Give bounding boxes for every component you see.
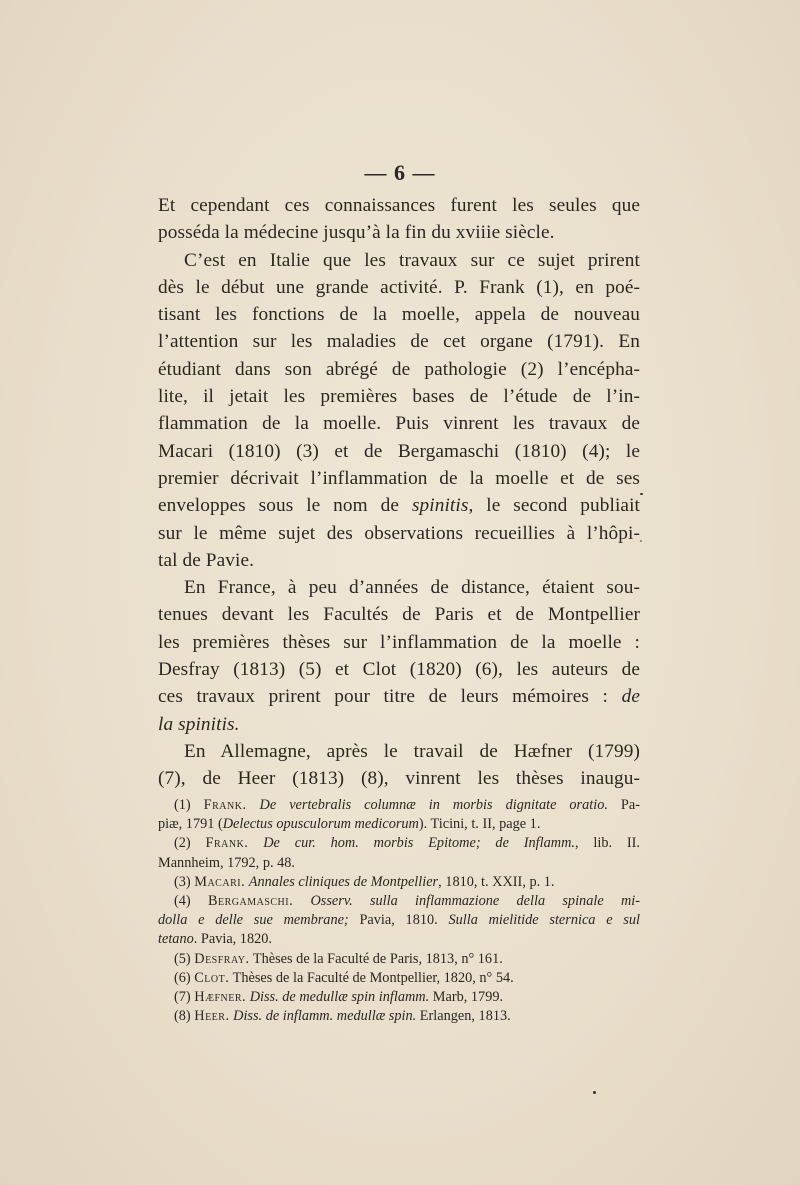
footnote-text: Marb, 1799. [429, 988, 504, 1005]
body-line [158, 274, 640, 301]
body-line [158, 383, 640, 410]
body-line [158, 301, 640, 328]
footnote-text: Desfray. [194, 950, 250, 967]
footnote-text: Hæfner. [194, 988, 247, 1005]
body-text: Macari (1810) (3) et de Bergamaschi (1810) (4); le [158, 440, 640, 462]
footnote-text: (2) [174, 835, 206, 852]
footnote-text: Frank. [203, 797, 247, 813]
body-line [158, 465, 640, 492]
footnote-text: Delectus opusculorum medicorum [222, 816, 419, 833]
body-line [158, 520, 640, 547]
footnote-text: (1) [174, 797, 204, 813]
footnote-text: (3) [174, 873, 195, 890]
body-line [158, 247, 640, 274]
footnote-text: De vertebralis columnæ in morbis dignitate oratio. [259, 797, 608, 813]
footnote-text: Frank. [205, 835, 249, 852]
body-line [158, 328, 640, 355]
footnote-text: ). Ticini, t. II, page 1. [418, 816, 541, 833]
body-line [158, 629, 640, 656]
body-text: la spinitis. [158, 713, 240, 735]
body-line [158, 601, 640, 628]
footnote-text: Thèses de la Faculté de Montpellier, 1820, n° 54. [229, 969, 514, 986]
ink-speck [593, 1091, 596, 1094]
footnote-line [158, 796, 640, 815]
body-text: flammation de la moelle. Puis vinrent les travaux de [158, 413, 640, 435]
footnote-text: Clot. [194, 969, 230, 986]
footnote-text: Bergamaschi. [207, 892, 294, 909]
body-line [158, 438, 640, 465]
footnote-line [158, 969, 640, 988]
footnote-line [158, 892, 640, 911]
footnote-line [158, 815, 640, 834]
body-text: sur le même sujet des observations recueillies à l’hôpi- [158, 522, 640, 544]
ink-speck [640, 540, 642, 542]
body-text: , le second publiait [468, 495, 640, 517]
footnote-text [248, 835, 263, 851]
body-text: ces travaux prirent pour titre de leurs mémoires : [158, 686, 622, 708]
body-line [158, 683, 640, 710]
footnote-text: Diss. de medullæ spin inflamm. [249, 988, 430, 1005]
body-text: En France, à peu d’années de distance, étaient sou- [184, 577, 640, 599]
main-text [158, 192, 640, 793]
footnote-text: piæ, 1791 ( [158, 816, 223, 833]
footnote-text: Thèses de la Faculté de Paris, 1813, n° 161. [249, 950, 503, 967]
footnote-text: Annales cliniques de Montpellier [248, 873, 439, 890]
footnote-text: (7) [174, 988, 195, 1005]
body-line [158, 574, 640, 601]
footnote-text: Diss. de inflamm. medullæ spin. [233, 1008, 417, 1025]
footnote-text: , lib. II. [575, 835, 641, 852]
body-text: enveloppes sous le nom de [158, 495, 412, 517]
body-line [158, 219, 640, 246]
body-text: tenues devant les Facultés de Paris et de Montpellier [158, 604, 640, 626]
footnotes [158, 796, 640, 1026]
body-text: Et cependant ces connaissances furent les seules que [158, 195, 640, 216]
footnote-line [158, 911, 640, 930]
body-line [158, 711, 640, 738]
body-line [158, 356, 640, 383]
body-line [158, 738, 640, 765]
footnote-text: De cur. hom. morbis Epitome; de Inflamm. [263, 835, 575, 852]
footnote-text: (5) [174, 950, 195, 967]
body-text: étudiant dans son abrégé de pathologie (2) l’encépha- [158, 358, 640, 380]
footnote-line [158, 930, 640, 949]
body-text: tal de Pavie. [158, 549, 255, 571]
body-text: (7), de Heer (1813) (8), vinrent les thèses inaugu- [158, 768, 640, 790]
body-line [158, 547, 640, 574]
footnote-text: , 1810, t. XXII, p. 1. [438, 873, 555, 890]
footnote-text: dolla e delle sue membrane; [158, 912, 349, 929]
page-number: — 6 — [364, 160, 436, 185]
body-text: tisant les fonctions de la moelle, appela de nouveau [158, 304, 640, 326]
body-line [158, 656, 640, 683]
body-text: premier décrivait l’inflammation de la moelle et de ses [158, 467, 640, 489]
footnote-line [158, 834, 640, 853]
body-text: posséda la médecine jusqu’à la fin du xviiie siècle. [158, 222, 555, 244]
body-text: En Allemagne, après le travail de Hæfner (1799) [184, 740, 640, 762]
footnote-text: Mannheim, 1792, p. 48. [158, 854, 296, 871]
footnote-text: (6) [174, 969, 195, 986]
body-text: l’attention sur les maladies de cet organe (1791). En [158, 331, 640, 353]
body-line [158, 410, 640, 437]
footnote-line [158, 873, 640, 892]
footnote-text: Pa- [607, 797, 640, 813]
body-text: C’est en Italie que les travaux sur ce sujet prirent [184, 249, 640, 271]
footnote-text [293, 893, 310, 909]
footnote-line [158, 1007, 640, 1026]
footnote-text: Erlangen, 1813. [416, 1008, 511, 1025]
footnote-text: Osserv. sulla inflammazione della spinale mi- [310, 892, 641, 909]
body-line [158, 765, 640, 792]
footnote-line [158, 854, 640, 873]
footnote-line [158, 950, 640, 969]
footnote-text: (8) [174, 1008, 195, 1025]
footnote-text: . Pavia, 1820. [193, 931, 272, 948]
footnote-text: (4) [174, 892, 208, 909]
footnote-line [158, 988, 640, 1007]
body-text: Desfray (1813) (5) et Clot (1820) (6), les auteurs de [158, 659, 640, 681]
body-text: de [621, 686, 640, 708]
body-line [158, 192, 640, 219]
footnote-text: tetano [158, 931, 194, 948]
body-text: dès le début une grande activité. P. Frank (1), en poé- [158, 276, 640, 298]
footnote-text [247, 797, 260, 813]
body-text: lite, il jetait les premières bases de l’étude de l’in- [158, 386, 640, 408]
ink-speck [640, 493, 643, 495]
footnote-text: Sulla mielitide sternica e sul [448, 912, 640, 929]
footnote-text: Pavia, 1810. [348, 912, 449, 929]
body-line [158, 492, 640, 519]
body-text: les premières thèses sur l’inflammation de la moelle : [158, 631, 640, 653]
footnote-text: Macari. [194, 873, 246, 890]
body-text: spinitis [411, 495, 469, 517]
footnote-text: Heer. [194, 1008, 230, 1025]
